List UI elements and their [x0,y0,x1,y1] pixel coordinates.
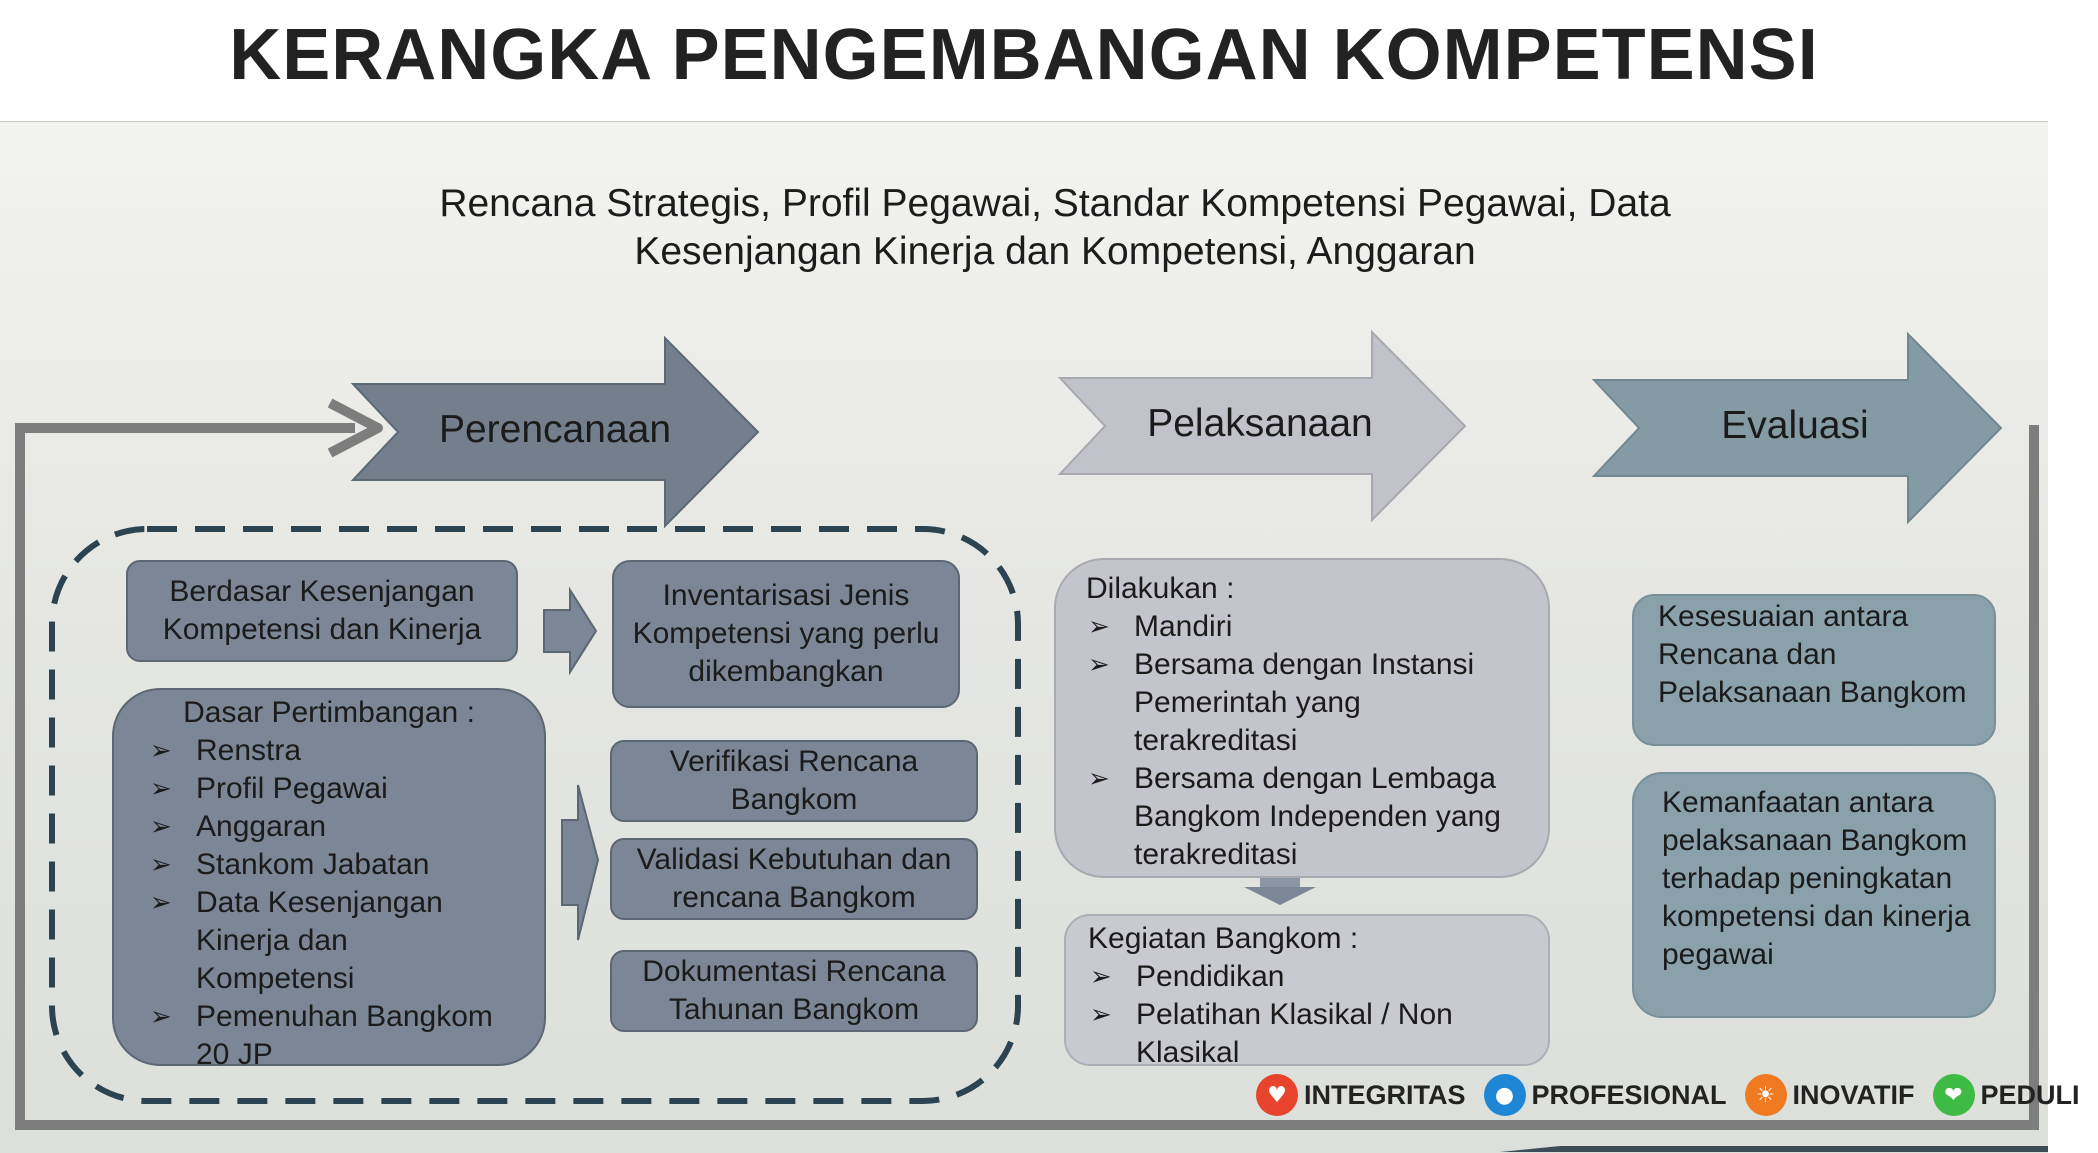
activities-list [1088,958,1528,1072]
gap-box [126,560,518,662]
activities-title: Kegiatan Bangkom : [1088,922,1359,955]
conformity-box [1632,594,1996,746]
inputs-line-1: Rencana Strategis, Profil Pegawai, Standar Kompetensi Pegawai, Data [439,182,1671,225]
conformity-box-text: Kesesuaian antara Rencana dan Pelaksanaan Bangkom [1658,600,1967,709]
validation-box-text: Validasi Kebutuhan dan rencana Bangkom [636,843,952,914]
activities-box [1064,914,1550,1069]
value-label: INTEGRITAS [1304,1079,1466,1110]
list-item: ➢ Pendidikan [1088,958,1528,996]
list-item: ➢ Profil Pegawai [148,770,534,808]
verification-box [610,740,978,822]
value-label: INOVATIF [1792,1079,1915,1110]
basis-box [112,688,546,1071]
value-profesional [1484,1074,1727,1116]
bottom-accent [1500,1146,2048,1152]
verification-box-text: Verifikasi Rencana Bangkom [669,745,919,816]
done-list [1086,608,1528,874]
heart-icon: ❤ [1933,1074,1975,1116]
inventory-box-text: Inventarisasi Jenis Kompetensi yang perlu dikembangkan [632,579,940,688]
lightbulb-icon: ☀ [1745,1074,1787,1116]
list-item: ➢ Pelatihan Klasikal / Non Klasikal [1088,996,1528,1072]
list-item: ➢ Anggaran [148,808,534,846]
handshake-icon: ♥ [1256,1074,1298,1116]
stage-evaluasi: Evaluasi [1721,404,1869,447]
block-arrow-to-steps [562,785,598,940]
block-arrow-down-head [1244,887,1316,905]
basis-list [148,732,534,1074]
list-item: ➢ Bersama dengan Lembaga Bangkom Independen yang terakreditasi [1086,760,1528,874]
value-label: PEDULI [1980,1079,2080,1110]
list-item: ➢ Pemenuhan Bangkom 20 JP [148,998,534,1074]
benefit-box-text: Kemanfaatan antara pelaksanaan Bangkom terhadap peningkatan kompetensi dan kinerja pegawai [1662,786,1971,971]
brain-icon: ● [1484,1074,1526,1116]
value-integritas [1256,1074,1466,1116]
validation-box [610,838,978,920]
core-values [1256,1072,2098,1118]
done-box [1054,558,1550,878]
benefit-box [1632,772,1996,1018]
value-label: PROFESIONAL [1531,1079,1727,1110]
documentation-box-text: Dokumentasi Rencana Tahunan Bangkom [642,955,946,1026]
list-item: ➢ Data Kesenjangan Kinerja dan Kompetensi [148,884,534,998]
inventory-box [612,560,960,708]
block-arrow-to-inventory [544,590,596,672]
inputs-line-2: Kesenjangan Kinerja dan Kompetensi, Anggaran [634,230,1476,273]
stage-pelaksanaan: Pelaksanaan [1147,402,1373,445]
documentation-box [610,950,978,1032]
list-item: ➢ Bersama dengan Instansi Pemerintah yang terakreditasi [1086,646,1528,760]
value-peduli [1933,1074,2080,1116]
page-title: KERANGKA PENGEMBANGAN KOMPETENSI [229,15,1819,95]
list-item: ➢ Stankom Jabatan [148,846,534,884]
list-item: ➢ Mandiri [1086,608,1528,646]
stage-perencanaan: Perencanaan [438,408,672,451]
block-arrow-down [1260,877,1300,887]
list-item: ➢ Renstra [148,732,534,770]
gap-box-text: Berdasar Kesenjangan Kompetensi dan Kinerja [162,575,482,646]
done-title: Dilakukan : [1086,572,1235,605]
basis-title: Dasar Pertimbangan : [183,696,475,729]
value-inovatif [1745,1074,1915,1116]
